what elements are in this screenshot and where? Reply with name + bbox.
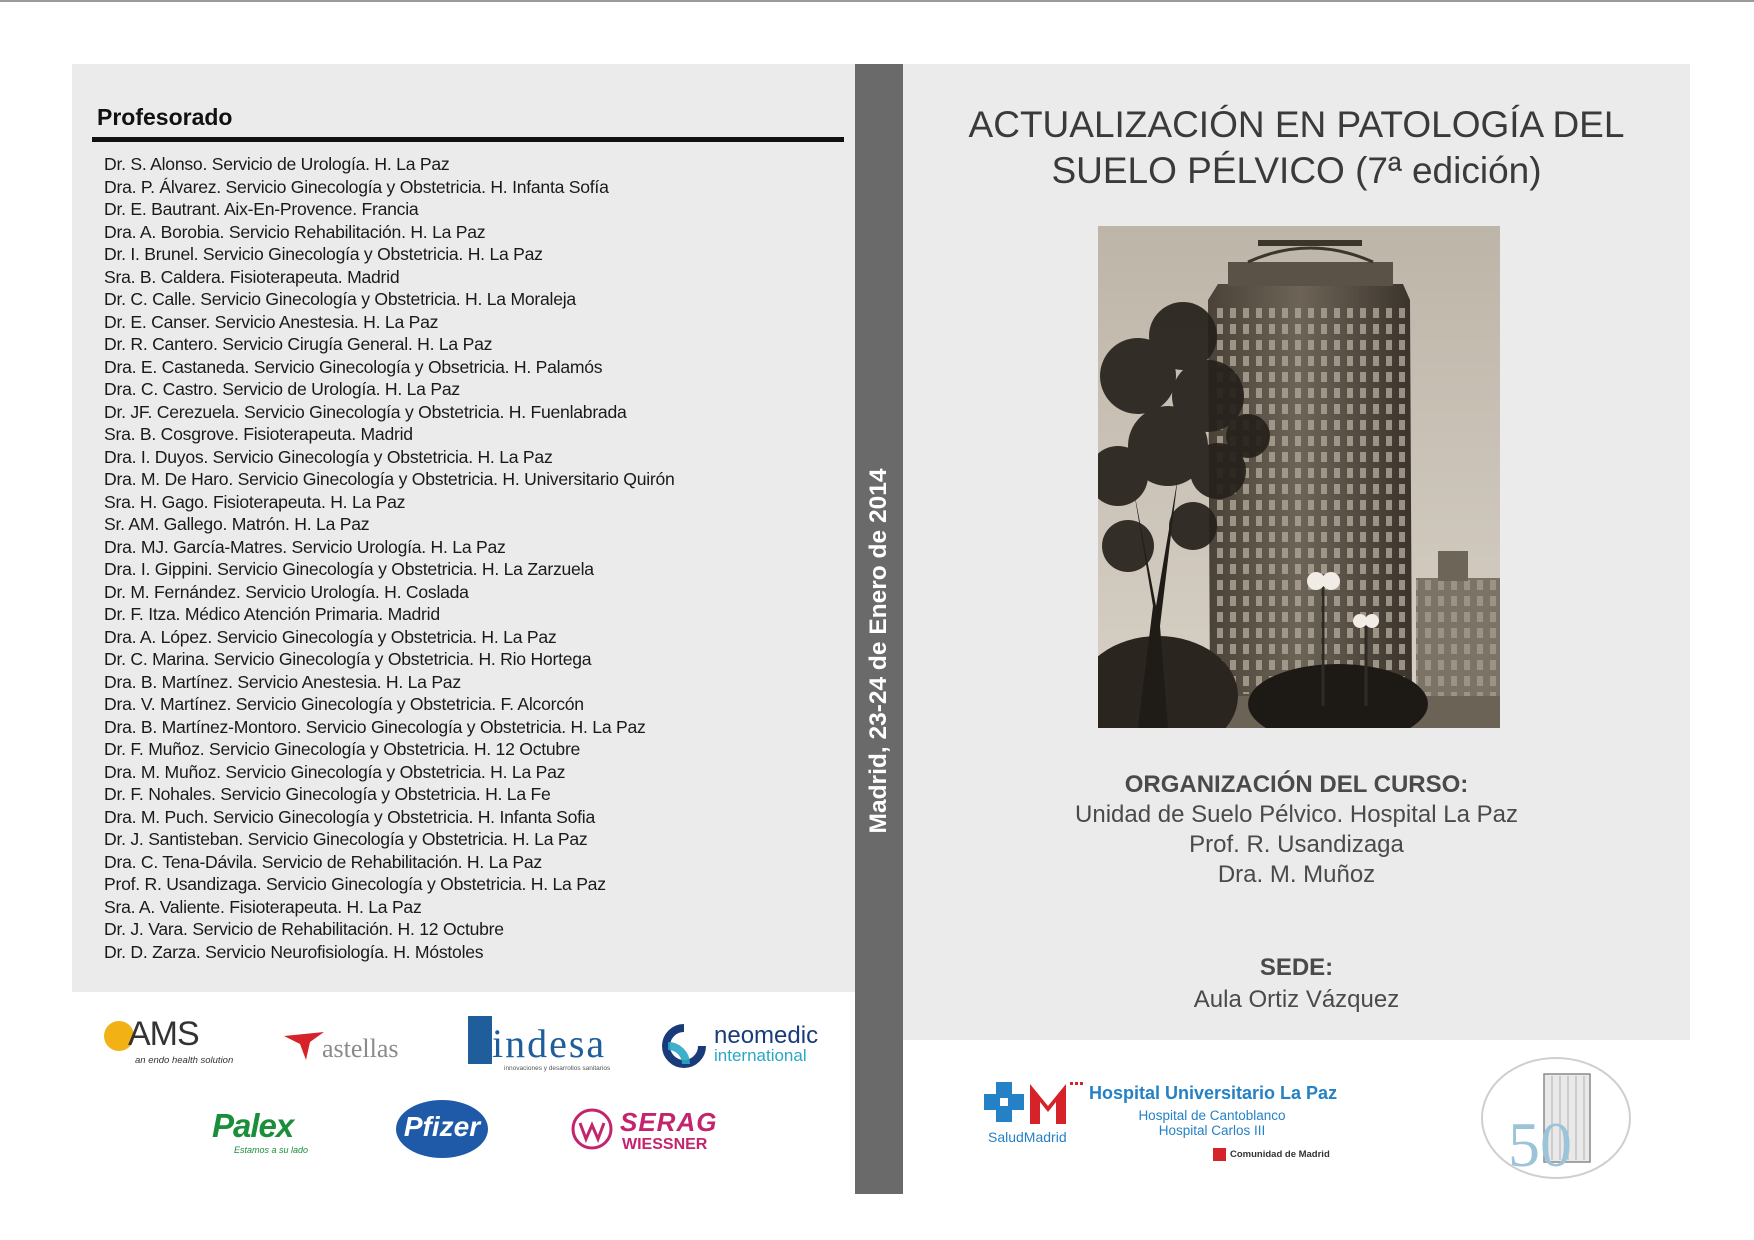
neomedic-name: neomedic <box>714 1022 819 1049</box>
faculty-title: Profesorado <box>97 104 233 130</box>
neomedic-sub: international <box>714 1046 807 1065</box>
indesa-block-icon <box>468 1016 492 1064</box>
comunidad-madrid-text: Comunidad de Madrid <box>1230 1149 1330 1160</box>
anniversary-50-logo <box>1476 1054 1636 1182</box>
palex-logo <box>212 1107 332 1159</box>
hospital-affiliate-2: Hospital Carlos III <box>1158 1123 1266 1138</box>
faculty-member: Dra. M. Muñoz. Servicio Ginecología y Obstetricia. H. La Paz <box>104 761 566 782</box>
salud-madrid-text: SaludMadrid <box>988 1129 1067 1145</box>
faculty-member: Dra. I. Duyos. Servicio Ginecología y Obstetricia. H. La Paz <box>104 446 553 467</box>
faculty-member: Dr. JF. Cerezuela. Servicio Ginecología y Obstetricia. H. Fuenlabrada <box>104 401 627 422</box>
ams-tagline: an endo health solution <box>135 1055 234 1066</box>
course-title-line-2: SUELO PÉLVICO (7ª edición) <box>1051 150 1542 191</box>
organization-line: Unidad de Suelo Pélvico. Hospital La Paz <box>1075 801 1518 828</box>
hospital-affiliates <box>1090 1108 1334 1138</box>
faculty-member: Dra. B. Martínez-Montoro. Servicio Ginecología y Obstetricia. H. La Paz <box>104 716 646 737</box>
anniversary-number: 50 <box>1508 1109 1572 1180</box>
faculty-member: Dr. E. Canser. Servicio Anestesia. H. La Paz <box>104 311 439 332</box>
serag-wiessner-logo <box>570 1107 720 1157</box>
faculty-member: Dra. V. Martínez. Servicio Ginecología y Obstetricia. F. Alcorcón <box>104 694 584 714</box>
hospital-affiliate-1: Hospital de Cantoblanco <box>1138 1108 1286 1123</box>
venue-heading: SEDE: <box>1259 954 1334 981</box>
course-title <box>903 102 1690 194</box>
venue-name: Aula Ortiz Vázquez <box>1193 986 1400 1013</box>
organization-line: Prof. R. Usandizaga <box>1189 831 1404 858</box>
wiessner-name: WIESSNER <box>622 1136 708 1153</box>
serag-emblem-icon <box>570 1107 614 1151</box>
faculty-member: Dra. I. Gippini. Servicio Ginecología y Obstetricia. H. La Zarzuela <box>104 559 594 579</box>
faculty-member: Dra. P. Álvarez. Servicio Ginecología y Obstetricia. H. Infanta Sofía <box>104 176 609 197</box>
astellas-logo <box>284 1024 424 1068</box>
faculty-member: Sra. B. Caldera. Fisioterapeuta. Madrid <box>104 266 400 287</box>
faculty-member: Prof. R. Usandizaga. Servicio Ginecología y Obstetricia. H. La Paz <box>104 874 606 894</box>
faculty-member: Sra. A. Valiente. Fisioterapeuta. H. La Paz <box>104 896 422 917</box>
indesa-name: indesa <box>492 1021 607 1066</box>
faculty-member: Sra. B. Cosgrove. Fisioterapeuta. Madrid <box>104 424 413 444</box>
faculty-panel <box>72 64 856 992</box>
hospital-building-photo <box>1098 226 1500 728</box>
indesa-logo <box>468 1014 618 1076</box>
salud-madrid-logo-icon <box>984 1080 1084 1130</box>
faculty-member: Dr. D. Zarza. Servicio Neurofisiología. H. Móstoles <box>104 941 484 962</box>
serag-name: SERAG <box>620 1107 718 1137</box>
faculty-member: Dr. E. Bautrant. Aix-En-Provence. Francia <box>104 199 419 219</box>
astellas-star-icon <box>284 1026 324 1060</box>
palex-tagline: Estamos a su lado <box>234 1145 309 1155</box>
ams-logo <box>104 1017 244 1069</box>
neomedic-swirl-icon <box>660 1024 710 1068</box>
faculty-member: Dra. M. De Haro. Servicio Ginecología y Obstetricia. H. Universitario Quirón <box>104 469 675 489</box>
organization-section <box>903 770 1690 890</box>
cover-panel <box>903 64 1690 1040</box>
faculty-member: Dra. C. Tena-Dávila. Servicio de Rehabilitación. H. La Paz <box>104 851 542 872</box>
top-border <box>0 0 1754 2</box>
faculty-member: Sra. H. Gago. Fisioterapeuta. H. La Paz <box>104 491 406 512</box>
organization-line: Dra. M. Muñoz <box>1217 861 1376 888</box>
pfizer-logo <box>396 1100 488 1158</box>
neomedic-logo <box>660 1022 820 1072</box>
faculty-member: Sr. AM. Gallego. Matrón. H. La Paz <box>104 514 370 534</box>
faculty-member: Dr. C. Marina. Servicio Ginecología y Obstetricia. H. Rio Hortega <box>104 649 592 669</box>
course-title-line-1: ACTUALIZACIÓN EN PATOLOGÍA DEL <box>968 104 1625 145</box>
faculty-member: Dr. J. Santisteban. Servicio Ginecología y Obstetricia. H. La Paz <box>104 829 588 849</box>
faculty-member: Dr. S. Alonso. Servicio de Urología. H. La Paz <box>104 154 450 174</box>
faculty-member: Dr. F. Nohales. Servicio Ginecología y Obstetricia. H. La Fe <box>104 784 551 804</box>
comunidad-madrid-flag-icon <box>1213 1148 1226 1161</box>
indesa-tagline: innovaciones y desarrollos sanitarios <box>504 1065 611 1072</box>
faculty-member: Dra. M. Puch. Servicio Ginecología y Obstetricia. H. Infanta Sofia <box>104 806 596 827</box>
faculty-member: Dra. A. Borobia. Servicio Rehabilitación. H. La Paz <box>104 221 486 242</box>
faculty-member: Dr. J. Vara. Servicio de Rehabilitación. H. 12 Octubre <box>104 919 504 939</box>
faculty-list <box>104 153 675 963</box>
hospital-name: Hospital Universitario La Paz <box>1089 1083 1338 1103</box>
organization-heading: ORGANIZACIÓN DEL CURSO: <box>1124 771 1469 798</box>
venue-section <box>903 952 1690 1016</box>
title-divider <box>92 137 844 142</box>
faculty-member: Dra. MJ. García-Matres. Servicio Urología. H. La Paz <box>104 536 506 557</box>
ams-name: AMS <box>128 1015 199 1053</box>
faculty-member: Dr. R. Cantero. Servicio Cirugía General. H. La Paz <box>104 334 493 354</box>
faculty-member: Dra. E. Castaneda. Servicio Ginecología y Obsetricia. H. Palamós <box>104 356 603 377</box>
faculty-member: Dra. C. Castro. Servicio de Urología. H. La Paz <box>104 379 460 399</box>
faculty-member: Dra. A. López. Servicio Ginecología y Obstetricia. H. La Paz <box>104 626 557 647</box>
faculty-member: Dr. F. Muñoz. Servicio Ginecología y Obstetricia. H. 12 Octubre <box>104 739 581 759</box>
spine-date-text: Madrid, 23-24 de Enero de 2014 <box>865 468 892 834</box>
faculty-member: Dr. C. Calle. Servicio Ginecología y Obstetricia. H. La Moraleja <box>104 289 576 309</box>
faculty-member: Dr. I. Brunel. Servicio Ginecología y Obstetricia. H. La Paz <box>104 244 543 264</box>
astellas-name: astellas <box>322 1034 399 1063</box>
pfizer-name: Pfizer <box>403 1111 481 1142</box>
faculty-member: Dr. F. Itza. Médico Atención Primaria. Madrid <box>104 604 440 624</box>
palex-name: Palex <box>212 1107 294 1144</box>
faculty-member: Dra. B. Martínez. Servicio Anestesia. H. La Paz <box>104 671 461 692</box>
faculty-member: Dr. M. Fernández. Servicio Urología. H. Coslada <box>104 581 469 602</box>
